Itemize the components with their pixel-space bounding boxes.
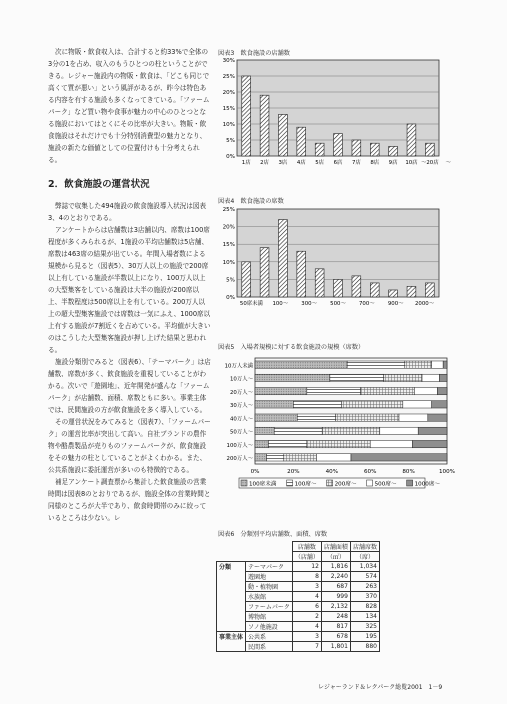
x-tick-label: 100～	[272, 301, 289, 307]
page-footer: レジャーランド＆レクパーク総覧2001 1－9	[318, 684, 443, 691]
table-cell: 1,034	[350, 562, 379, 572]
legend-swatch	[367, 480, 373, 486]
x-tick-label: 5店	[315, 160, 325, 166]
bar-segment	[403, 401, 432, 408]
bar	[297, 127, 306, 156]
y-tick-label: 0%	[226, 154, 235, 160]
y-tick-label: 25%	[222, 74, 235, 80]
bar-segment	[322, 427, 380, 434]
bar	[425, 283, 434, 297]
y-tick-label: 30%	[222, 58, 235, 64]
y-tick-label: 40万人～	[229, 416, 253, 423]
table-cell: 687	[321, 582, 350, 592]
y-tick-label: 20%	[222, 90, 235, 96]
bar	[279, 114, 288, 156]
fig5-title: 図表5 入場者規模に対する飲食施設の規模（席数）	[218, 344, 365, 351]
bar-segment	[399, 414, 428, 421]
table-cell: 817	[321, 622, 350, 632]
bar	[407, 124, 416, 156]
table-cell: 248	[321, 612, 350, 622]
table-header-cell: 店舗席数	[350, 542, 379, 552]
table-cell: 195	[350, 632, 379, 642]
bar-segment	[307, 440, 370, 447]
bar	[334, 134, 343, 156]
x-tick-label: 80%	[402, 469, 415, 475]
bar-segment	[267, 454, 284, 461]
paragraph: その運営状況をみてみると（図表7）、「ファームパーク」の運営比率が突出して高い。自社ブランドの農作物や酪農製品が売りものファームパークが、飲食施設をその魅力の柱としていることがよくわかる。また、公共系施設に委託運営が多いのも特徴的である。	[48, 418, 211, 474]
legend-swatch	[407, 480, 413, 486]
table-header-cell: （席）	[350, 552, 379, 562]
bar-segment	[422, 374, 439, 381]
y-tick-label: 0%	[226, 295, 235, 301]
table-corner-cell	[217, 542, 293, 552]
table-row-label: 水族館	[246, 592, 293, 602]
y-tick-label: 30万人～	[229, 403, 253, 410]
x-tick-label: ～	[445, 160, 451, 166]
table-group-label: 分類	[217, 562, 246, 632]
table-header-cell: （店舗）	[292, 552, 321, 562]
fig5-chart	[213, 352, 453, 500]
bar-segment	[255, 361, 347, 368]
bar-segment	[255, 387, 307, 394]
bar-segment	[380, 427, 418, 434]
x-tick-label: 1店	[241, 160, 251, 166]
fig4-title: 図表4 飲食施設の席数	[218, 198, 284, 205]
y-tick-label: 5%	[226, 138, 235, 144]
legend-label: 200席～	[334, 481, 357, 488]
table-cell: 12	[292, 562, 321, 572]
table-cell: 1,816	[321, 562, 350, 572]
table-group-label: 事業主体	[217, 632, 246, 652]
table-cell: 325	[350, 622, 379, 632]
table-cell: 8	[292, 572, 321, 582]
fig3-title: 図表3 飲食施設の店舗数	[218, 50, 290, 57]
bar	[352, 276, 361, 297]
bar	[315, 143, 324, 156]
table-row-label: テーマパーク	[246, 562, 293, 572]
table-cell: 828	[350, 602, 379, 612]
bar	[370, 283, 379, 297]
bar-segment	[255, 374, 330, 381]
bar-segment	[255, 427, 274, 434]
fig6-table	[216, 541, 380, 652]
x-tick-label: 2000～	[415, 301, 435, 307]
bar	[334, 279, 343, 297]
bar	[242, 76, 251, 156]
bar-segment	[336, 414, 399, 421]
bar-segment	[351, 454, 447, 461]
bar-segment	[414, 387, 437, 394]
table-cell: 3	[292, 582, 321, 592]
paragraph: 施設分類別でみると（図表6）、「テーマパーク」は店舗数、席数が多く、飲食施設を重視していることがわかる。次いで「遊園地」、近年開発が盛んな「ファームパーク」が店舗数、面積、席数ともに多い。事業主体では、民間施設の方が飲食施設を多く導入している。	[48, 358, 211, 414]
bar-segment	[418, 427, 447, 434]
table-row	[217, 562, 380, 572]
bar-segment	[439, 374, 447, 381]
table-cell: 2,132	[321, 602, 350, 612]
y-tick-label: 100万人～	[226, 442, 253, 449]
bar-segment	[361, 387, 415, 394]
y-tick-label: 10万人未満	[224, 363, 253, 370]
bar-segment	[284, 454, 317, 461]
x-tick-label: 900～	[387, 301, 404, 307]
bar-segment	[330, 374, 384, 381]
y-tick-label: 15%	[222, 106, 235, 112]
table-cell: 6	[292, 602, 321, 612]
bar-segment	[255, 414, 297, 421]
table-row-label: 公共系	[246, 632, 293, 642]
fig3-chart	[213, 56, 451, 168]
table-cell: 4	[292, 592, 321, 602]
table-row-label: ソノ他施設	[246, 622, 293, 632]
fig4-chart	[213, 205, 445, 309]
paragraph: アンケートからは店舗数は3店舗以内、席数は100席程度が多くみられるが、1施設の平均店舗数は5店舗、席数は463席の結果が出ている。年間入場者数による規模から見ると（図表5）、30万人以上の施設で200席以上有している施設が半数以上になり、100万人以上の大型集客をしている施設は大半の施設が200席以上、半数程度は500席以上を有している。200万人以上の超大型集客施設では席数は一気にふえ、1000席以上有する施設が7割近くを占めている。平均値が大きいのはこうした大型集客施設が押し上げた結果と思われる。	[48, 226, 211, 354]
bar-segment	[412, 440, 447, 447]
y-tick-label: 15%	[222, 242, 235, 249]
bar-segment	[293, 401, 341, 408]
legend-label: 1000席～	[414, 481, 441, 488]
paragraph: 補足アンケート調査票から集計した飲食施設の営業時間は図表8のとおりであるが、施設全体の営業時間と同様のところが大半であり、飲食時間帯のみに絞っているところは少ない。レ	[48, 478, 211, 522]
x-tick-label: 4店	[296, 160, 306, 166]
bar-segment	[443, 361, 447, 368]
bar	[425, 143, 434, 156]
table-cell: 2,240	[321, 572, 350, 582]
table-cell: 880	[350, 642, 379, 652]
bar	[370, 143, 379, 156]
bar-segment	[432, 361, 444, 368]
table-cell: 263	[350, 582, 379, 592]
table-row-label: 動・植物園	[246, 582, 293, 592]
bar-segment	[432, 401, 447, 408]
plot-area	[255, 358, 447, 464]
legend-label: 500席～	[374, 481, 397, 488]
bar	[315, 269, 324, 297]
table-corner-cell	[217, 552, 293, 562]
x-tick-label: 3店	[278, 160, 288, 166]
bar-segment	[341, 401, 402, 408]
y-tick-label: 25%	[222, 207, 235, 213]
x-tick-label: 0%	[250, 469, 260, 475]
y-tick-label: 20万人～	[229, 389, 253, 396]
bar	[260, 95, 269, 156]
legend-label: 100席～	[294, 481, 317, 488]
y-tick-label: 200万人～	[226, 456, 253, 463]
bar-segment	[274, 427, 322, 434]
table-header-row	[217, 552, 380, 562]
table-cell: 134	[350, 612, 379, 622]
x-tick-label: 60%	[363, 469, 377, 475]
x-tick-label: 50席未満	[239, 301, 263, 307]
x-tick-label: 100%	[439, 469, 455, 475]
y-tick-label: 10%	[222, 259, 235, 266]
y-tick-label: 20%	[222, 224, 235, 231]
table-cell: 370	[350, 592, 379, 602]
table-header-cell: 店舗面積	[321, 542, 350, 552]
bar	[242, 262, 251, 297]
bar	[407, 286, 416, 297]
y-tick-label: 10%	[222, 122, 235, 128]
table-cell: 2	[292, 612, 321, 622]
bar-segment	[316, 454, 351, 461]
bar-segment	[370, 440, 412, 447]
table-header-cell: 店舗数	[292, 542, 321, 552]
bar-segment	[428, 414, 447, 421]
table-cell: 3	[292, 632, 321, 642]
bar	[352, 140, 361, 156]
y-tick-label: 10万人～	[229, 376, 253, 383]
table-cell: 574	[350, 572, 379, 582]
x-tick-label: ～20店	[420, 160, 439, 166]
table-row-label: ファームパーク	[246, 602, 293, 612]
fig6-title: 図表6 分類別平均店舗数、面積、席数	[218, 531, 328, 538]
table-row	[217, 632, 380, 642]
section-heading: 2．飲食施設の運営状況	[48, 179, 150, 190]
y-tick-label: 5%	[226, 277, 235, 284]
bar	[260, 248, 269, 297]
bar-segment	[437, 387, 447, 394]
x-tick-label: 500～	[330, 301, 346, 307]
legend-swatch	[327, 480, 333, 486]
x-tick-label: 8店	[370, 160, 380, 166]
bar-segment	[405, 361, 432, 368]
bar-segment	[255, 440, 268, 447]
legend-swatch	[241, 480, 247, 486]
x-tick-label: 9店	[388, 160, 398, 166]
bar-segment	[268, 440, 306, 447]
x-tick-label: 700～	[359, 301, 375, 307]
bar-segment	[297, 414, 335, 421]
x-tick-label: 2店	[260, 160, 269, 166]
x-tick-label: 20%	[287, 469, 300, 475]
x-tick-label: 6店	[333, 160, 343, 166]
table-row-label: 遊園地	[246, 572, 293, 582]
bar-segment	[347, 361, 405, 368]
bar-segment	[384, 374, 422, 381]
table-cell: 999	[321, 592, 350, 602]
body-text	[48, 46, 211, 524]
x-tick-label: 40%	[325, 469, 339, 475]
paragraph: 弊誌で収集した494施設の飲食施設導入状況は図表3、4のとおりである。	[48, 202, 207, 222]
table-cell: 678	[321, 632, 350, 642]
legend-swatch	[287, 480, 293, 486]
bar	[297, 251, 306, 297]
x-tick-label: 300～	[301, 301, 317, 307]
table-cell: 7	[292, 642, 321, 652]
paragraph: 次に物販・飲食収入は、合計すると約33%で全体の3分の1を占め、収入のもうひとつの柱ということができる。レジャー施設内の物販・飲食は、「どこも同じで高くて質が悪い」という風評があるが、昨今は特色ある内容を有する施設も多くなってきている。「ファームパーク」など買い物や食事が魅力の中心のひとつとなる施設においてはとくにその比率が大きい。物販・飲食施設はそれだけでも十分特別消費型の魅力となり、施設の新たな価値としての位置付けも十分考えられる。	[48, 48, 210, 164]
bar	[279, 220, 288, 297]
y-tick-label: 50万人～	[229, 429, 253, 436]
table-cell: 4	[292, 622, 321, 632]
bar-segment	[255, 454, 267, 461]
bar	[389, 146, 398, 156]
legend-label: 100席未満	[249, 481, 277, 488]
table-row-label: 博物館	[246, 612, 293, 622]
bar-segment	[255, 401, 293, 408]
table-cell: 1,801	[321, 642, 350, 652]
bar-segment	[307, 387, 361, 394]
bar	[389, 290, 398, 297]
x-tick-label: 7店	[351, 160, 361, 166]
x-tick-label: 10店	[405, 160, 418, 166]
table-header-row	[217, 542, 380, 552]
table-header-cell: （㎡）	[321, 552, 350, 562]
table-row-label: 民間系	[246, 642, 293, 652]
